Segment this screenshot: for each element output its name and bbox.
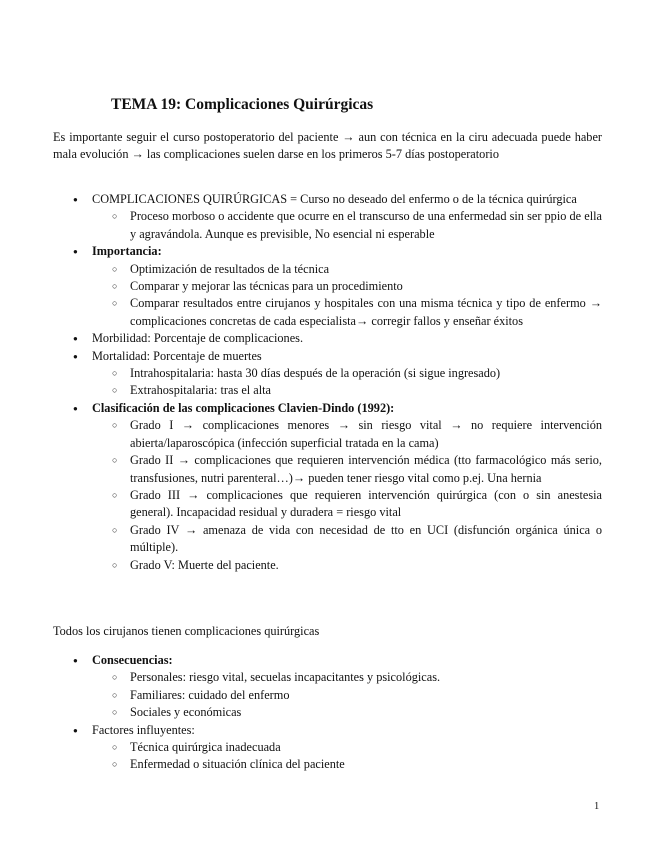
bullet-text: Factores influyentes: bbox=[92, 722, 195, 737]
sub-bullet-item: ○ Grado I → complicaciones menores → sin riesgo vital → no requiere intervención abierta/laparoscópica (infección superficial tratada en la cama) bbox=[92, 417, 602, 452]
sub-bullet-item: ○ Sociales y económicas bbox=[92, 704, 602, 721]
sub-bullet-list bbox=[92, 417, 602, 574]
page-number: 1 bbox=[594, 801, 600, 812]
bullet-item bbox=[53, 400, 602, 574]
bullet-item bbox=[53, 330, 602, 347]
bullet-text: Morbilidad: Porcentaje de complicaciones. bbox=[92, 331, 304, 346]
sub-bullet-item: ○ Optimización de resultados de la técnica bbox=[92, 261, 602, 278]
intro-paragraph: Es importante seguir el curso postoperatorio del paciente → aun con técnica en la ciru adecuada puede haber mala evolución → las complicaciones suelen darse en los primeros 5-7 días postoperatorio bbox=[53, 130, 602, 162]
sub-bullet-item: ○ Grado IV → amenaza de vida con necesidad de tto en UCI (disfunción orgánica única o múltiple). bbox=[92, 522, 602, 557]
sub-bullet-list bbox=[92, 739, 602, 774]
sub-bullet-item: ○ Grado III → complicaciones que requieren intervención quirúrgica (con o sin anestesia general). Incapacidad residual y duradera = riesgo vital bbox=[92, 487, 602, 522]
sub-bullet-item: ○ Familiares: cuidado del enfermo bbox=[92, 687, 602, 704]
bullet-text: COMPLICACIONES QUIRÚRGICAS = Curso no deseado del enfermo o de la técnica quirúrgica bbox=[92, 192, 577, 206]
bullet-item bbox=[53, 652, 602, 722]
bullet-item bbox=[53, 348, 602, 400]
sub-bullet-item: ○ Grado II → complicaciones que requieren intervención médica (tto farmacológico más serio, transfusiones, nutri parenteral…)→ pueden tener riesgo vital como p.ej. Una hernia bbox=[92, 452, 602, 487]
sub-bullet-item: ○ Intrahospitalaria: hasta 30 días después de la operación (si sigue ingresado) bbox=[92, 365, 602, 382]
sub-bullet-list bbox=[92, 669, 602, 721]
sub-bullet-list bbox=[92, 365, 602, 400]
page-title: TEMA 19: Complicaciones Quirúrgicas bbox=[111, 96, 374, 113]
bullet-text: Mortalidad: Porcentaje de muertes bbox=[92, 348, 262, 363]
closing-paragraph: Todos los cirujanos tienen complicaciones quirúrgicas bbox=[53, 624, 320, 638]
sub-bullet-item: ○ Técnica quirúrgica inadecuada bbox=[92, 739, 602, 756]
sub-bullet-item: ○ Enfermedad o situación clínica del paciente bbox=[92, 756, 602, 773]
bullet-item bbox=[53, 243, 602, 330]
sub-bullet-item: ○ Grado V: Muerte del paciente. bbox=[92, 557, 602, 574]
sub-bullet-item: ○ Proceso morboso o accidente que ocurre en el transcurso de una enfermedad sin ser ppio de ella y agravándola. Aunque es previsible, No esencial ni esperable bbox=[92, 208, 602, 243]
sub-bullet-list bbox=[92, 261, 602, 331]
sub-bullet-item: ○ Extrahospitalaria: tras el alta bbox=[92, 382, 602, 399]
bullet-text: Clasificación de las complicaciones Clavien-Dindo (1992): bbox=[92, 400, 395, 415]
sub-bullet-item: ○ Comparar resultados entre cirujanos y hospitales con una misma técnica y tipo de enfermo → complicaciones concretas de cada especialista→ corregir fallos y enseñar éxitos bbox=[92, 295, 602, 330]
sub-bullet-item: ○ Comparar y mejorar las técnicas para un procedimiento bbox=[92, 278, 602, 295]
sub-bullet-item: ○ Personales: riesgo vital, secuelas incapacitantes y psicológicas. bbox=[92, 669, 602, 686]
sub-bullet-list bbox=[92, 208, 602, 243]
bullet-item bbox=[53, 722, 602, 774]
bullet-text: Consecuencias: bbox=[92, 653, 173, 667]
bullet-item bbox=[53, 191, 602, 243]
secondary-bullet-list bbox=[53, 652, 602, 774]
bullet-text: Importancia: bbox=[92, 244, 162, 259]
main-bullet-list bbox=[53, 191, 602, 574]
